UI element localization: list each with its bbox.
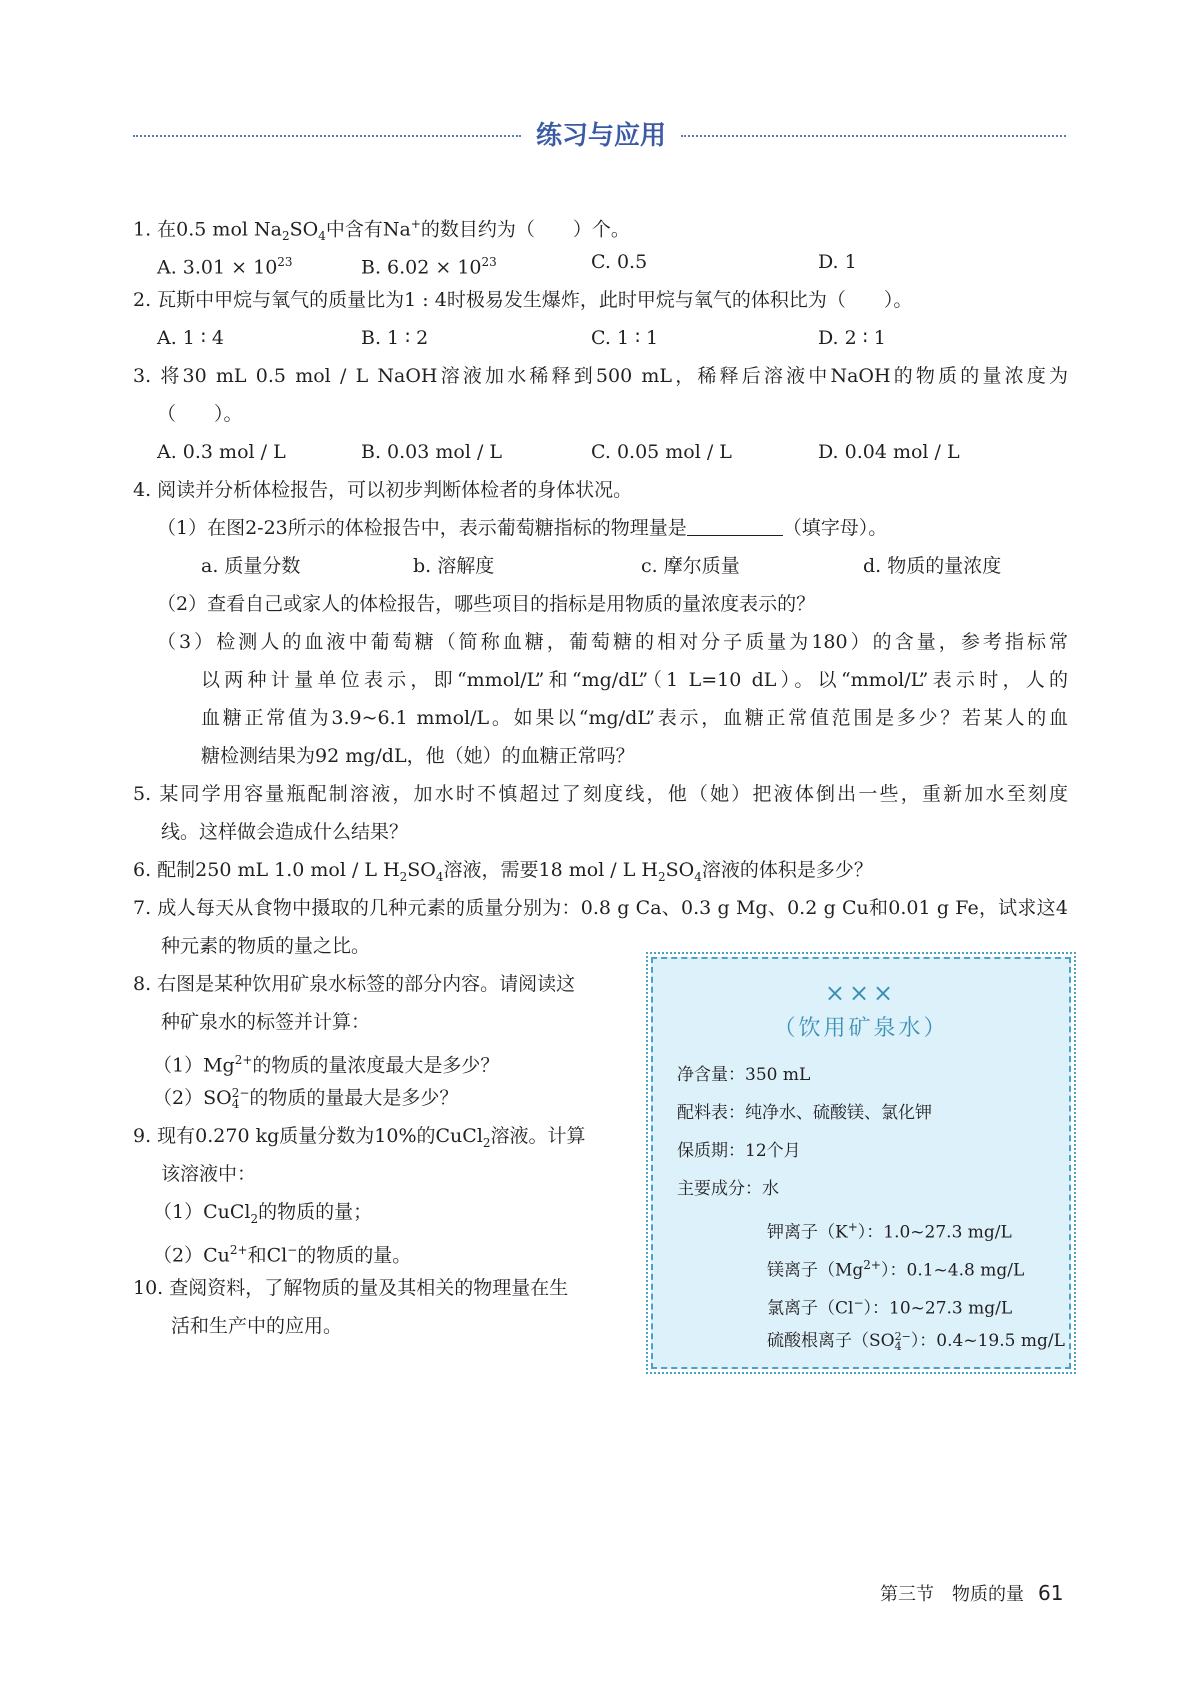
question-10-line-2: 活和生产中的应用。 [171, 1315, 343, 1337]
question-3-line-2: （ ）。 [157, 403, 243, 425]
page-number: 61 [1038, 1581, 1064, 1605]
q1-option-c: C. 0.5 [591, 251, 648, 273]
q2-option-a: A. 1 ∶ 4 [157, 327, 225, 349]
label-sulfate: 硫酸根离子（SO 2− 4 ）：0.4~19.5 mg/L [767, 1329, 1065, 1353]
question-2: 2. 瓦斯中甲烷与氧气的质量比为1 : 4时极易发生爆炸，此时甲烷与氧气的体积比为（ ）。 [133, 289, 913, 311]
q1-option-d: D. 1 [818, 251, 857, 273]
question-9-line-2: 该溶液中： [161, 1163, 257, 1185]
q3-option-d: D. 0.04 mol / L [818, 441, 960, 463]
question-7-line-2: 种元素的物质的量之比。 [161, 935, 371, 957]
q3-option-b: B. 0.03 mol / L [361, 441, 503, 463]
q3-option-c: C. 0.05 mol / L [591, 441, 732, 463]
label-kind: （饮用矿泉水） [773, 1016, 949, 1041]
q4-part-3-line-2: 以两种计量单位表示，即“mmol/L”和“mg/dL”（1 L=10 dL）。以“mmol/L”表示时，人的 [201, 669, 1068, 691]
label-chloride: 氯离子（Cl−）：10~27.3 mg/L [767, 1296, 1013, 1319]
q9-part-1: （1）CuCl$_2$的物质的量； [153, 1201, 373, 1226]
question-9-line-1: 9. 现有0.270 kg质量分数为10%的CuCl$_2$溶液。计算 [133, 1125, 586, 1150]
label-shelf-life: 保质期：12个月 [677, 1141, 801, 1161]
question-5-line-2: 线。这样做会造成什么结果？ [161, 821, 409, 843]
q1-option-a: A. $3.01 \times 10^{23}$ [157, 255, 293, 279]
q4-part-3-line-1: （3）检测人的血液中葡萄糖（简称血糖，葡萄糖的相对分子质量为180）的含量，参考指标常 [157, 631, 1068, 653]
section-title: 练习与应用 [535, 121, 666, 151]
mineral-water-label [651, 957, 1071, 1369]
question-3-line-1: 3. 将30 mL 0.5 mol / L NaOH溶液加水稀释到500 mL，稀释后溶液中NaOH的物质的量浓度为 [133, 365, 1068, 387]
question-1: 1. 在0.5 mol $Na_2SO_4$中含有Na+的数目约为（ ）个。 [133, 217, 630, 244]
dotted-rule-left [133, 135, 521, 137]
page-footer [880, 1580, 1063, 1608]
q4-part-3-line-4: 糖检测结果为92 mg/dL，他（她）的血糖正常吗？ [201, 745, 635, 767]
q8-part-2: （2）SO 2− 4 的物质的量最大是多少？ [153, 1086, 459, 1111]
q2-option-b: B. 1 ∶ 2 [361, 327, 429, 349]
q2-option-c: C. 1 ∶ 1 [591, 327, 659, 349]
q4-p1-option-c: c. 摩尔质量 [641, 555, 740, 577]
q4-p1-option-a: a. 质量分数 [201, 555, 301, 577]
q8-part-1: $(1)Mg^{2+}$的物质的量浓度最大是多少？ [153, 1053, 500, 1077]
question-8-line-1: 8. 右图是某种饮用矿泉水标签的部分内容。请阅读这 [133, 973, 576, 995]
q3-option-a: A. 0.3 mol / L [157, 441, 286, 463]
question-4: 4. 阅读并分析体检报告，可以初步判断体检者的身体状况。 [133, 479, 633, 501]
section-header [133, 118, 1066, 154]
q4-part-2: （2）查看自己或家人的体检报告，哪些项目的指标是用物质的量浓度表示的？ [157, 593, 816, 615]
label-potassium: 钾离子（K+）：1.0~27.3 mg/L [767, 1220, 1012, 1243]
q4-part-3-line-3: 血糖正常值为3.9~6.1 mmol/L。如果以“mg/dL”表示，血糖正常值范围是多少？若某人的血 [201, 707, 1068, 729]
label-magnesium: 镁离子$(Mg^{2+})$：0.1~4.8 mg/L [767, 1258, 1025, 1281]
question-8-line-2: 种矿泉水的标签并计算： [161, 1011, 371, 1033]
q4-p1-option-d: d. 物质的量浓度 [863, 555, 1002, 577]
dotted-rule-right [681, 135, 1066, 137]
question-7-line-1: 7. 成人每天从食物中摄取的几种元素的质量分别为：0.8 g Ca、0.3 g Mg、0.2 g Cu和0.01 g Fe，试求这4 [133, 897, 1068, 919]
question-5-line-1: 5. 某同学用容量瓶配制溶液，加水时不慎超过了刻度线，他（她）把液体倒出一些，重新加水至刻度 [133, 783, 1068, 805]
footer-section-name: 第三节 物质的量 [880, 1584, 1024, 1605]
label-brand: ××× [824, 979, 898, 1007]
label-main-ingredient: 主要成分：水 [677, 1179, 779, 1199]
label-ingredients: 配料表：纯净水、硫酸镁、氯化钾 [677, 1103, 932, 1123]
answer-blank[interactable] [687, 516, 783, 536]
q2-option-d: D. 2 ∶ 1 [818, 327, 886, 349]
label-net-content: 净含量：350 mL [677, 1065, 811, 1085]
q1-option-b: B. $6.02 \times 10^{23}$ [361, 255, 497, 279]
question-10-line-1: 10. 查阅资料，了解物质的量及其相关的物理量在生 [133, 1277, 569, 1299]
question-6: 6. 配制250 mL 1.0 mol / L $H_2SO_4$溶液，需要18 mol / L $H_2SO_4$溶液的体积是多少？ [133, 859, 873, 884]
q9-part-2: $(2)Cu^{2+}$和Cl−的物质的量。 [153, 1243, 412, 1267]
q4-p1-option-b: b. 溶解度 [413, 555, 495, 577]
q4-part-1: （1）在图2-23所示的体检报告中，表示葡萄糖指标的物理量是 （填字母）。 [157, 517, 888, 539]
